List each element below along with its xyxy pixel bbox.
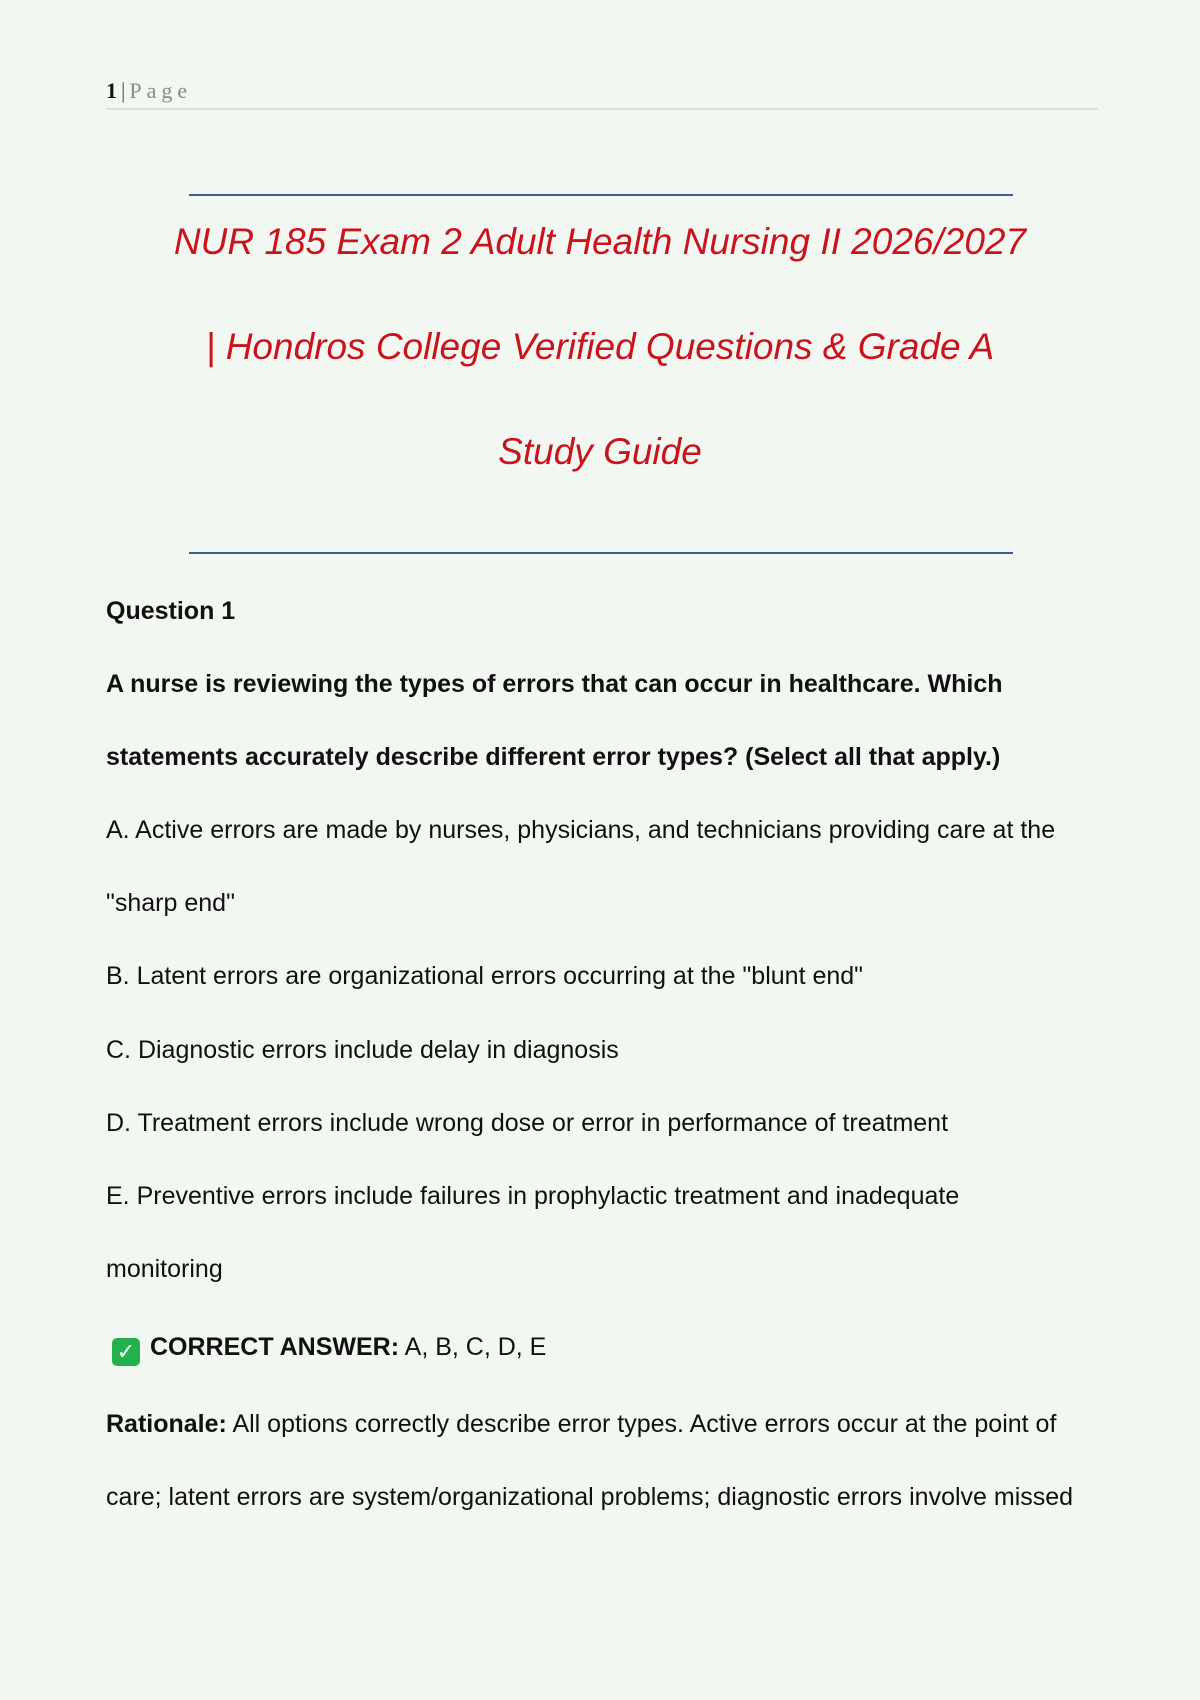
option-a: A. Active errors are made by nurses, physicians, and technicians providing care at the: [106, 816, 1056, 844]
option-e: E. Preventive errors include failures in prophylactic treatment and inadequate: [106, 1182, 960, 1210]
question-heading: Question 1: [106, 597, 236, 625]
correct-answer-line: [106, 1331, 1106, 1366]
title-bottom-rule: [189, 552, 1013, 554]
option-d: D. Treatment errors include wrong dose or error in performance of treatment: [106, 1109, 949, 1137]
check-mark-icon: ✓: [112, 1338, 140, 1366]
document-title-line-1: NUR 185 Exam 2 Adult Health Nursing II 2026/2027: [173, 221, 1027, 262]
rationale-label: Rationale:: [106, 1410, 227, 1438]
question-stem-line-2: statements accurately describe different error types? (Select all that apply.): [106, 743, 1001, 771]
option-e-continued: monitoring: [106, 1255, 223, 1283]
correct-answer-value: A, B, C, D, E: [404, 1333, 547, 1361]
rationale-text-1: All options correctly describe error types. Active errors occur at the point of: [232, 1410, 1057, 1438]
correct-answer-label: CORRECT ANSWER:: [150, 1333, 400, 1361]
rationale-line-1: [106, 1408, 1106, 1440]
option-a-continued: "sharp end": [106, 889, 235, 917]
document-title-line-3: Study Guide: [498, 431, 702, 472]
question-stem-line-1: A nurse is reviewing the types of errors that can occur in healthcare. Which: [106, 670, 1003, 698]
title-top-rule: [189, 194, 1013, 196]
header-separator: |: [121, 78, 126, 103]
page-header: [106, 78, 1098, 110]
rationale-line-2: care; latent errors are system/organizational problems; diagnostic errors involve missed: [106, 1483, 1074, 1511]
page-label: Page: [129, 78, 193, 103]
page-number: 1: [106, 78, 117, 103]
document-title-line-2: | Hondros College Verified Questions & Grade A: [205, 326, 995, 367]
option-b: B. Latent errors are organizational errors occurring at the "blunt end": [106, 962, 864, 990]
option-c: C. Diagnostic errors include delay in diagnosis: [106, 1036, 619, 1064]
